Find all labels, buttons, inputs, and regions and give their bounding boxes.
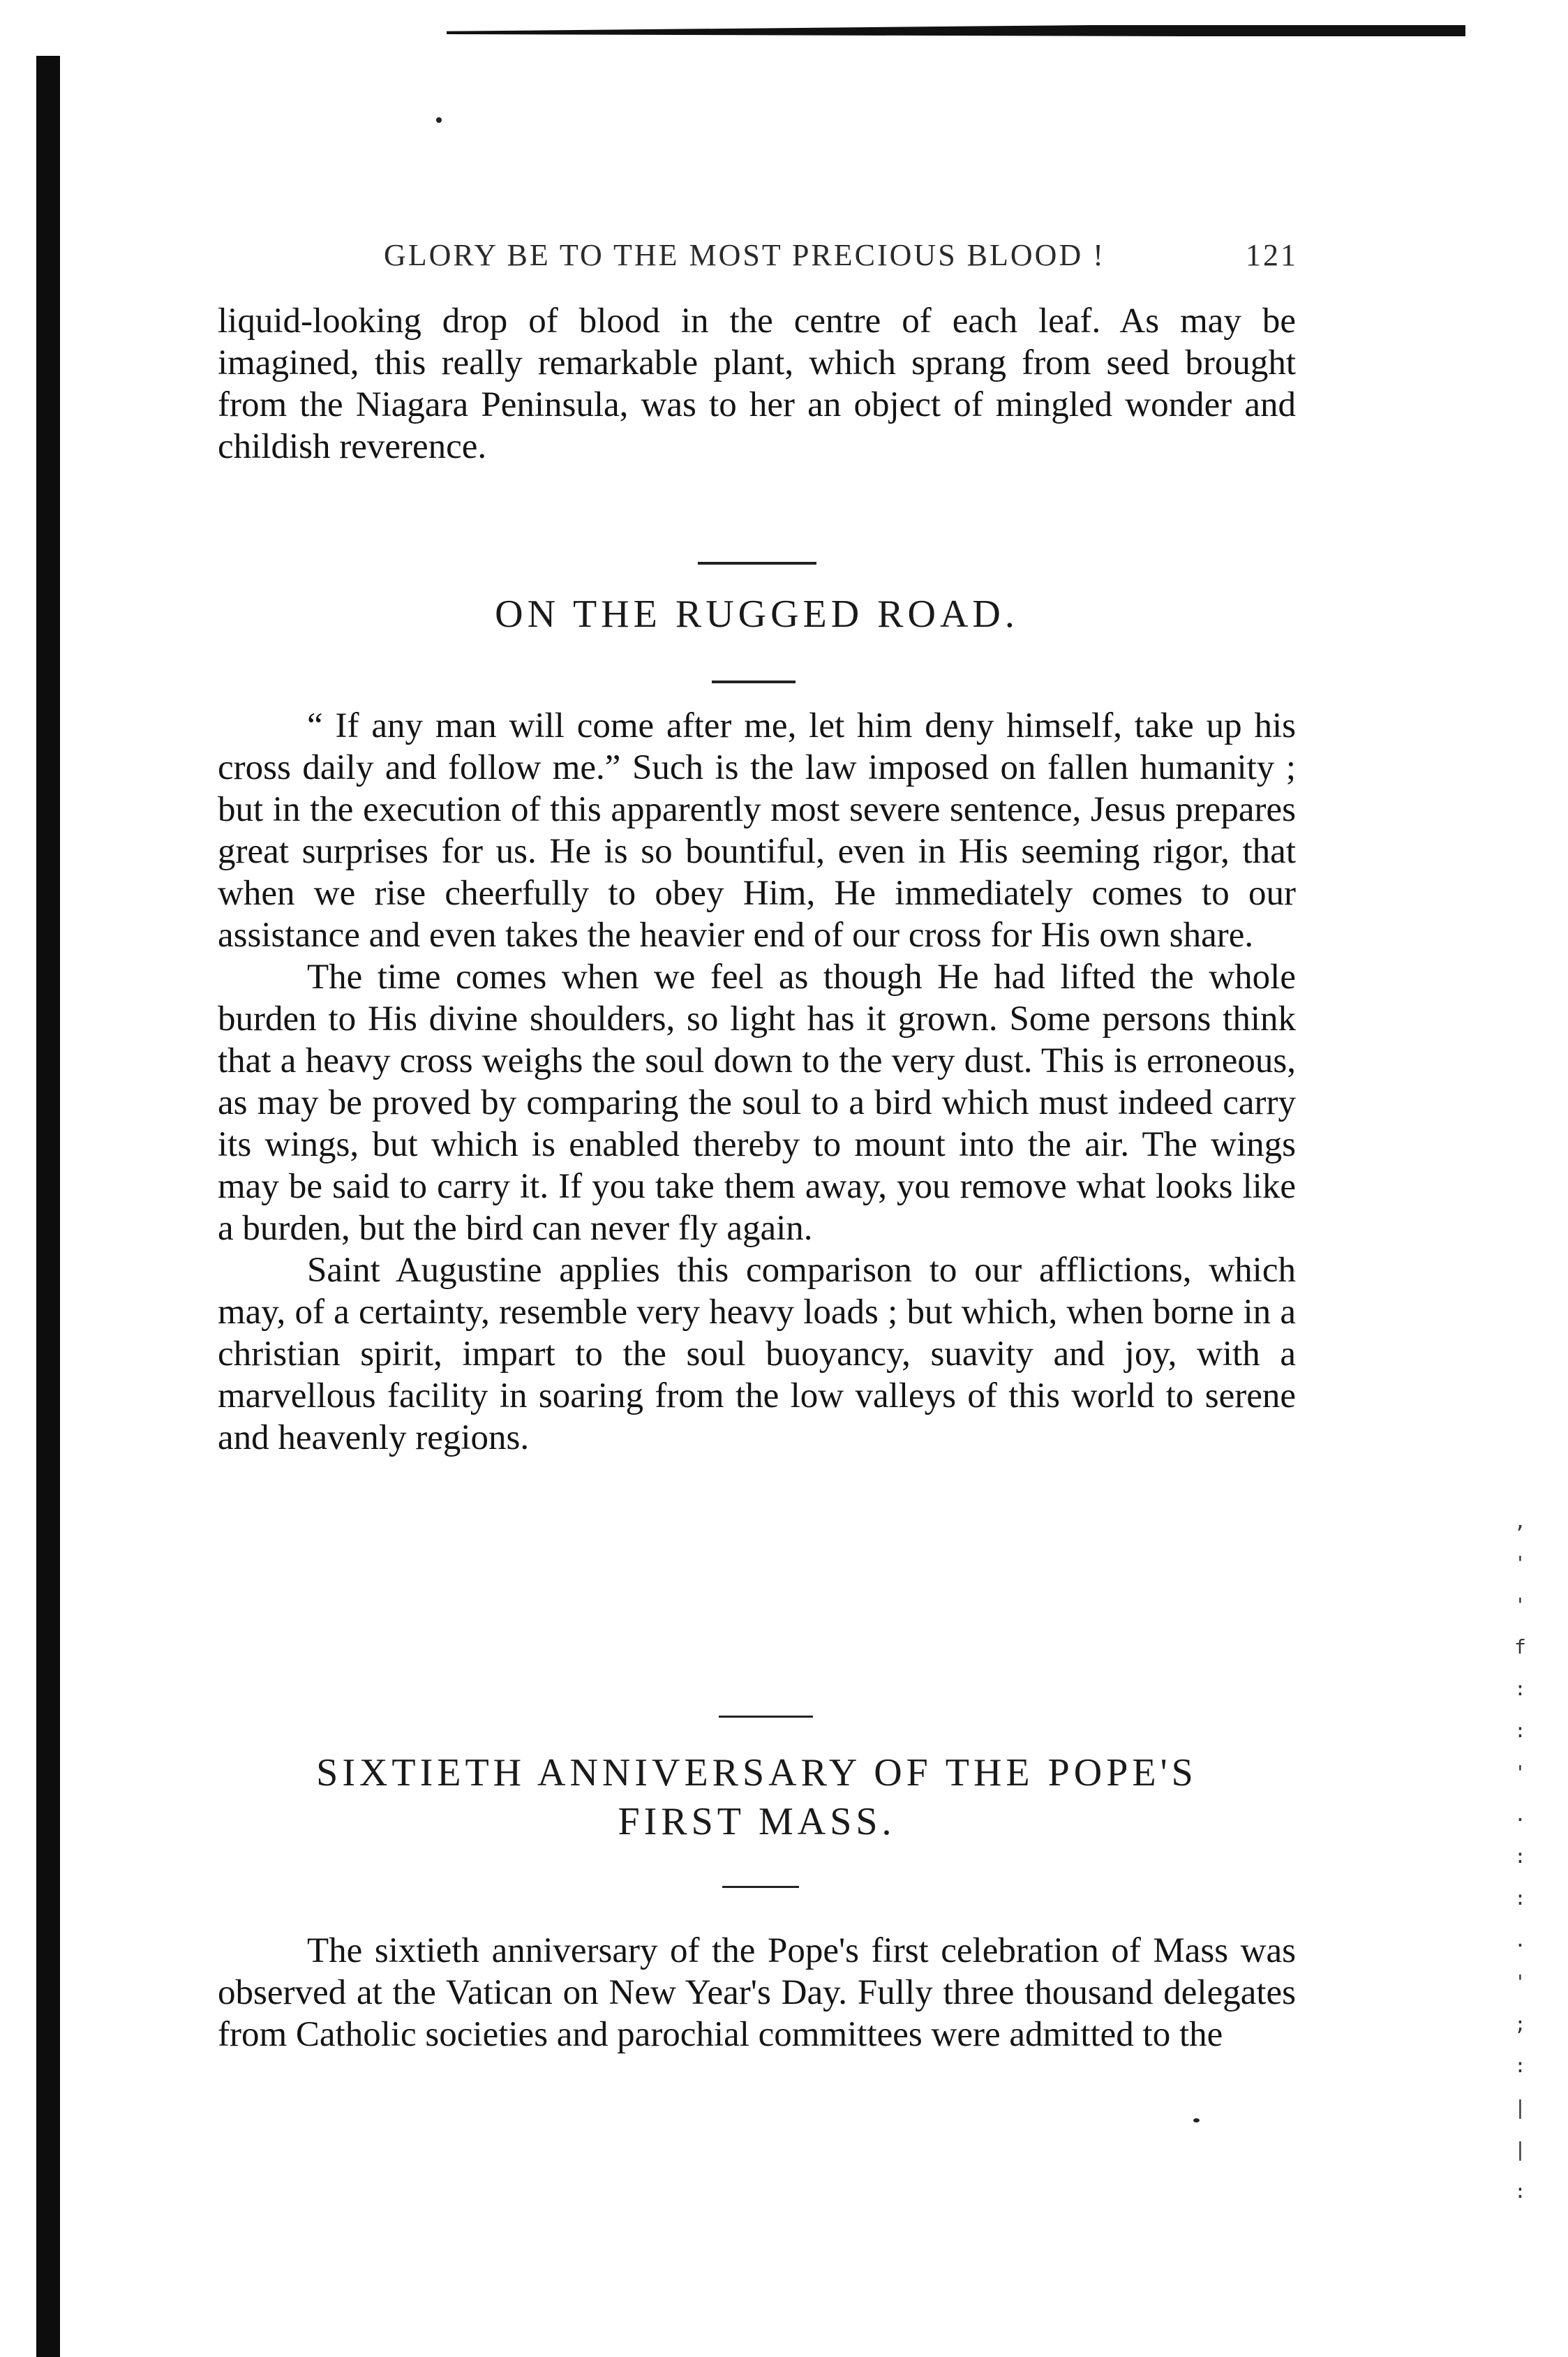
intro-paragraph: liquid-looking drop of blood in the centre of each leaf. As may be imagined, this really remarkable plant, which sprang from seed brought from the Niagara Peninsula, was to her an object of mingled wonder and childish reverence.	[218, 302, 1296, 466]
heading-underline	[722, 1886, 799, 1888]
running-head-title: GLORY BE TO THE MOST PRECIOUS BLOOD !	[384, 238, 1105, 272]
scan-top-rule	[447, 20, 1465, 39]
section-divider	[698, 562, 816, 565]
heading-line: SIXTIETH ANNIVERSARY OF THE POPE'S	[316, 1751, 1197, 1794]
scan-edge-marks: , ' ' f : : ' . : : . ' ; : | | :	[1514, 1510, 1526, 2203]
body-paragraph: “ If any man will come after me, let him deny himself, take up his cross daily and follow me.” Such is the law imposed on fallen humanity ; but in the execution of this apparently most severe sentence, Jesus prepares great surprises for us. He is so bountiful, even in His seeming rigor, that when we rise cheerfully to obey Him, He immediately comes to our assistance and even takes the heavier end of our cross for His own share.	[218, 706, 1296, 955]
scan-speck	[436, 117, 442, 123]
body-paragraph: The sixtieth anniversary of the Pope's first celebration of Mass was observed at the Vatican on New Year's Day. Fully three thousand delegates from Catholic societies and parochial committees were admitted to the	[218, 1931, 1296, 2054]
heading-underline	[712, 681, 796, 683]
page-number: 121	[1246, 238, 1298, 272]
section-heading-anniversary	[218, 1748, 1296, 1846]
section-rugged-road-body	[218, 705, 1296, 1459]
heading-line: FIRST MASS.	[618, 1800, 896, 1843]
section-anniversary-body	[218, 1930, 1296, 2055]
intro-block	[218, 300, 1296, 468]
body-paragraph: Saint Augustine applies this comparison to our afflictions, which may, of a certainty, resemble very heavy loads ; but which, when borne in a christian spirit, impart to the soul buoyancy, suavity and joy, with a marvellous facility in soaring from the low valleys of this world to serene and heavenly regions.	[218, 1251, 1296, 1457]
scan-binding-shadow	[36, 56, 60, 2357]
running-head	[384, 237, 1298, 279]
scan-speck	[1193, 2118, 1200, 2122]
body-paragraph: The time comes when we feel as though He had lifted the whole burden to His divine shoulders, so light has it grown. Some persons think that a heavy cross weighs the soul down to the very dust. This is erroneous, as may be proved by comparing the soul to a bird which must indeed carry its wings, but which is enabled thereby to mount into the air. The wings may be said to carry it. If you take them away, you remove what looks like a burden, but the bird can never fly again.	[218, 958, 1296, 1248]
section-divider	[719, 1716, 813, 1718]
section-heading-rugged-road: ON THE RUGGED ROAD.	[495, 593, 1019, 636]
